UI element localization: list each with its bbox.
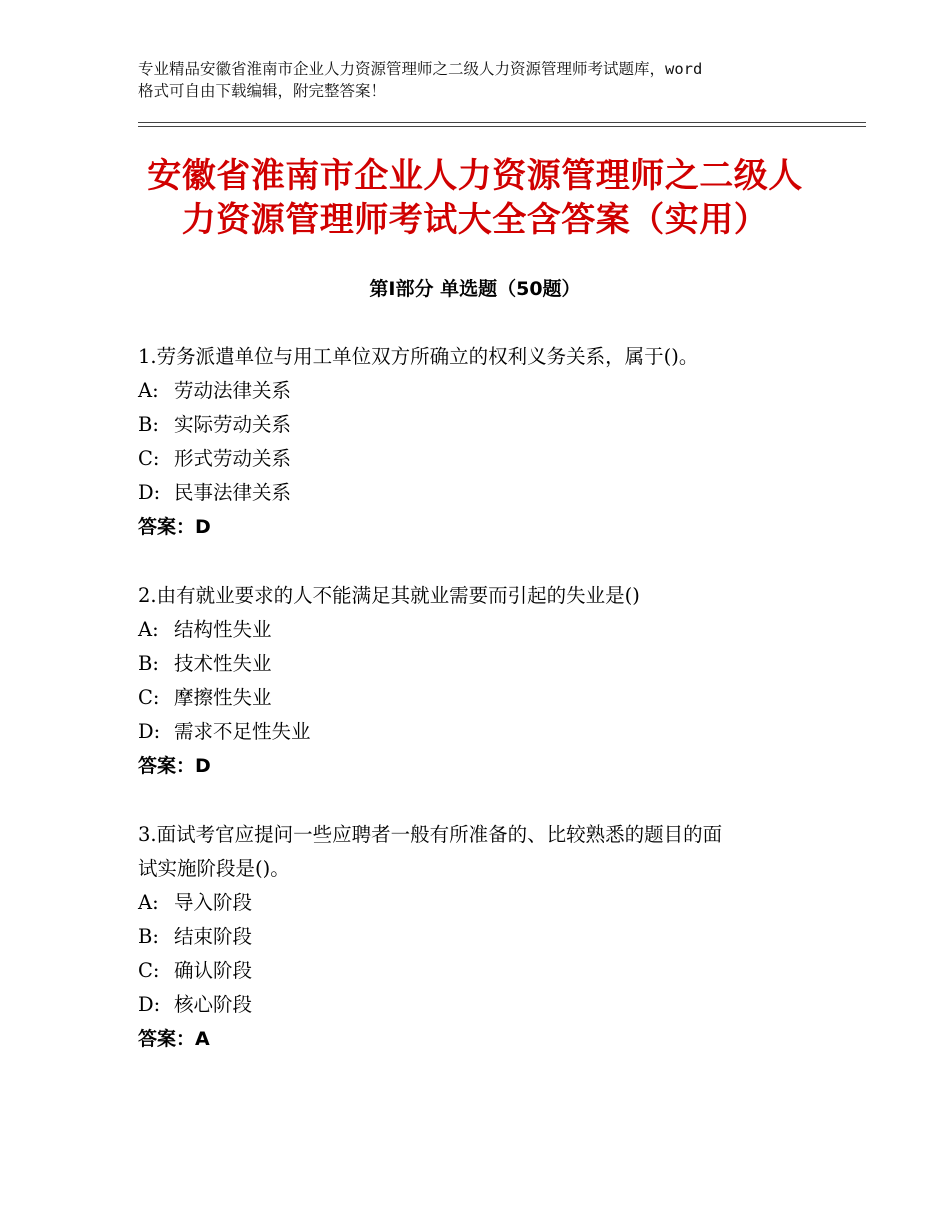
option-text: 技术性失业 xyxy=(174,652,272,675)
option-letter: D: xyxy=(138,993,161,1016)
question-stem-line: 1.劳务派遣单位与用工单位双方所确立的权利义务关系，属于()。 xyxy=(138,345,699,368)
question-3 xyxy=(138,818,838,1056)
option-letter: B: xyxy=(138,413,159,436)
option-d xyxy=(138,715,838,749)
question-stem xyxy=(138,818,838,886)
question-stem-line: 试实施阶段是()。 xyxy=(138,857,290,880)
section-title: 第Ⅰ部分 单选题（50题） xyxy=(369,278,581,300)
option-a xyxy=(138,613,838,647)
question-stem xyxy=(138,579,838,613)
option-b xyxy=(138,647,838,681)
option-text: 形式劳动关系 xyxy=(174,447,292,470)
option-letter: D: xyxy=(138,481,161,504)
header-note-line-1: 专业精品安徽省淮南市企业人力资源管理师之二级人力资源管理师考试题库，word xyxy=(138,60,703,78)
option-letter: B: xyxy=(138,652,159,675)
question-stem-line: 2.由有就业要求的人不能满足其就业需要而引起的失业是() xyxy=(138,584,640,607)
option-text: 民事法律关系 xyxy=(174,481,292,504)
option-letter: A: xyxy=(138,891,159,914)
option-letter: C: xyxy=(138,959,160,982)
question-stem xyxy=(138,340,838,374)
question-stem-line: 3.面试考官应提问一些应聘者一般有所准备的、比较熟悉的题目的面 xyxy=(138,823,723,846)
option-text: 摩擦性失业 xyxy=(174,686,272,709)
document-title-line-2: 力资源管理师考试大全含答案（实用） xyxy=(181,200,769,240)
option-text: 结构性失业 xyxy=(174,618,272,641)
option-letter: C: xyxy=(138,686,160,709)
option-letter: C: xyxy=(138,447,160,470)
header-note xyxy=(138,58,838,102)
option-d xyxy=(138,988,838,1022)
option-c xyxy=(138,681,838,715)
option-text: 导入阶段 xyxy=(174,891,253,914)
option-text: 需求不足性失业 xyxy=(174,720,311,743)
header-divider-top xyxy=(138,122,866,123)
option-text: 确认阶段 xyxy=(174,959,253,982)
option-letter: D: xyxy=(138,720,161,743)
option-text: 核心阶段 xyxy=(174,993,253,1016)
document-title xyxy=(100,154,850,242)
option-c xyxy=(138,442,838,476)
answer-line: 答案：D xyxy=(138,516,211,538)
option-b xyxy=(138,920,838,954)
question-2 xyxy=(138,579,838,783)
option-text: 结束阶段 xyxy=(174,925,253,948)
option-a xyxy=(138,886,838,920)
header-note-line-2: 格式可自由下载编辑，附完整答案！ xyxy=(138,82,387,100)
question-1 xyxy=(138,340,838,544)
option-letter: B: xyxy=(138,925,159,948)
answer-line: 答案：D xyxy=(138,755,211,777)
option-c xyxy=(138,954,838,988)
option-b xyxy=(138,408,838,442)
option-text: 劳动法律关系 xyxy=(174,379,292,402)
option-d xyxy=(138,476,838,510)
header-divider-bottom xyxy=(138,126,866,127)
option-text: 实际劳动关系 xyxy=(174,413,292,436)
option-a xyxy=(138,374,838,408)
option-letter: A: xyxy=(138,618,159,641)
document-title-line-1: 安徽省淮南市企业人力资源管理师之二级人 xyxy=(147,156,803,196)
answer-line: 答案：A xyxy=(138,1028,210,1050)
option-letter: A: xyxy=(138,379,159,402)
